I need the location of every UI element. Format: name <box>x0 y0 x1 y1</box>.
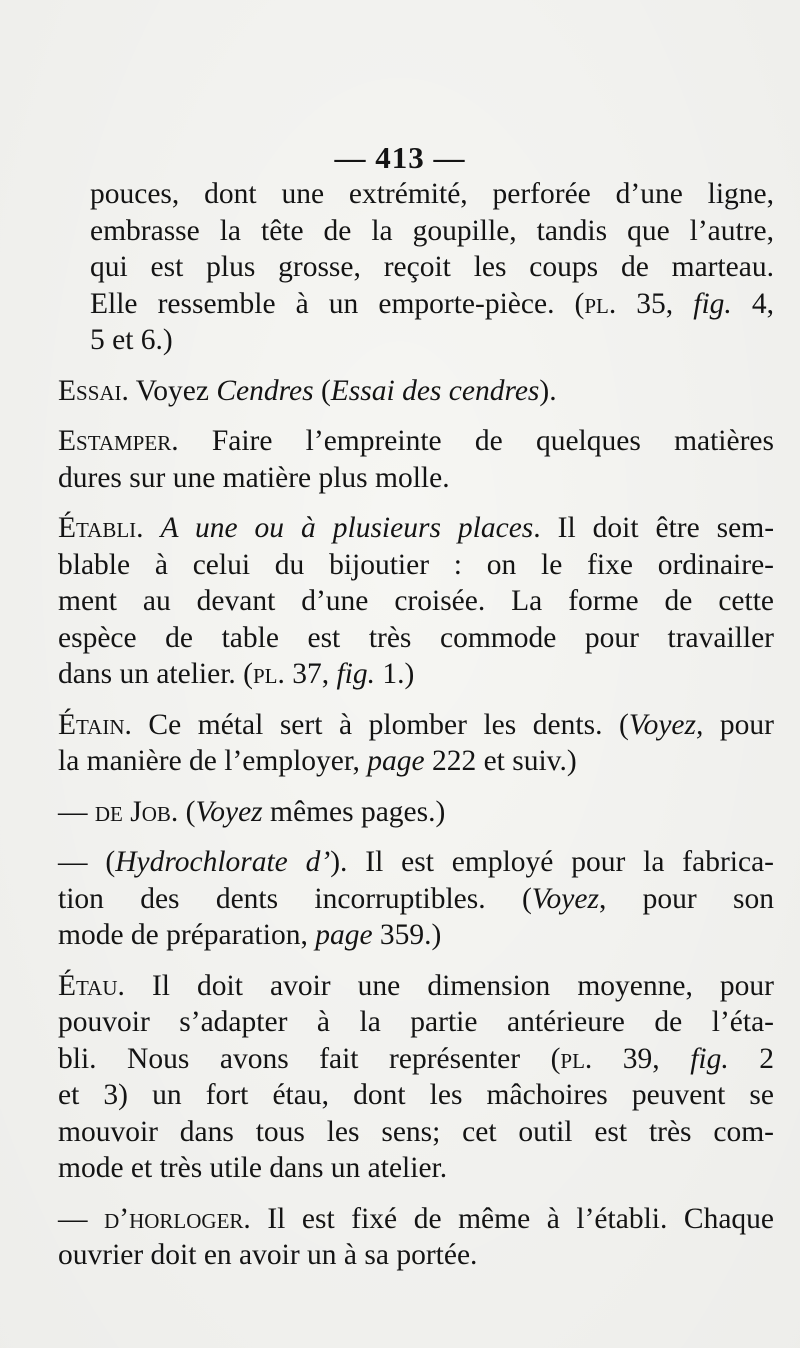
text-fragment: 359.) <box>372 919 442 951</box>
text-line <box>90 286 774 323</box>
text-line <box>58 881 774 918</box>
entry-etau-horloger <box>58 1201 774 1274</box>
headword: Étau. <box>58 969 125 1002</box>
italic-phrase: Hydrochlorate d’ <box>115 846 331 878</box>
figure-number: 2 <box>728 1042 775 1075</box>
text-fragment: bli. Nous avons fait représenter ( <box>58 1042 561 1075</box>
text-line: pouvoir s’adapter à la partie antérieure de l’éta- <box>58 1006 774 1038</box>
figure-number: 4, <box>731 287 774 320</box>
entry-etau <box>58 968 774 1187</box>
text-line <box>58 1201 775 1238</box>
figure-abbrev: fig. <box>690 1042 729 1075</box>
headword: de Job. <box>94 795 179 828</box>
text-fragment: 222 et suiv.) <box>424 745 577 777</box>
text-line <box>58 968 774 1005</box>
text-line: mouvoir dans tous les sens; cet outil est très com- <box>58 1115 774 1148</box>
page-number: — 413 — <box>334 140 466 175</box>
text-line <box>58 794 774 831</box>
text-fragment: dans un atelier. ( <box>58 658 253 690</box>
text-fragment: ( <box>178 795 196 828</box>
text-fragment: mêmes pages.) <box>262 795 446 828</box>
text-fragment: ( <box>313 374 331 407</box>
cross-reference: Voyez <box>531 882 599 915</box>
text-fragment: . Il doit être sem- <box>533 512 775 544</box>
italic-phrase: A une ou à plusieurs places <box>160 512 534 544</box>
page-body <box>58 176 774 1274</box>
text-line <box>58 423 774 460</box>
text-fragment: Faire l’empreinte de quelques matières <box>178 425 774 457</box>
plate-number: 37, <box>284 658 337 690</box>
text-line: blable à celui du bijoutier : on le fixe ordinaire- <box>58 548 774 581</box>
text-line: qui est plus grosse, reçoit les coups de marteau. <box>90 251 774 283</box>
entry-etabli <box>58 510 774 693</box>
text-fragment: Ce métal sert à plomber les dents. ( <box>131 708 629 741</box>
sub-entry-dash: — ( <box>58 846 116 878</box>
text-line <box>58 707 775 744</box>
text-fragment: mode de préparation, <box>58 919 316 951</box>
plate-abbrev: pl. <box>252 658 285 690</box>
text-line: 5 et 6.) <box>90 324 173 356</box>
headword: Étain. <box>58 708 132 741</box>
text-line: pouces, dont une extrémité, perforée d’une ligne, <box>90 178 774 210</box>
entry-continuation <box>58 176 774 359</box>
text-fragment: Il est fixé de même à l’établi. Chaque <box>250 1202 775 1235</box>
text-fragment: Voyez <box>128 374 217 407</box>
entry-essai <box>58 373 774 410</box>
text-line: dures sur une matière plus molle. <box>58 461 450 494</box>
plate-abbrev: pl. <box>584 287 617 320</box>
headword: d’horloger. <box>104 1202 251 1235</box>
entry-etain <box>58 707 774 780</box>
text-line: ouvrier doit en avoir un à sa portée. <box>58 1239 478 1271</box>
text-line: espèce de table est très commode pour travailler <box>58 621 774 654</box>
entry-etain-hydrochlorate <box>58 844 774 954</box>
text-line <box>58 743 774 780</box>
figure-number: 1.) <box>375 658 415 690</box>
text-fragment: ). Il est employé pour la fabrica- <box>330 846 774 878</box>
page-ref-label: page <box>367 745 425 777</box>
text-line <box>58 656 774 693</box>
text-fragment: pour <box>703 708 775 741</box>
headword: Essai. <box>58 374 129 407</box>
plate-number: 35, <box>616 287 694 320</box>
entry-estamper <box>58 423 774 496</box>
text-line: mode et très utile dans un atelier. <box>58 1152 448 1184</box>
text-line <box>58 844 774 881</box>
headword: Estamper. <box>58 425 179 457</box>
text-line <box>58 917 774 954</box>
text-fragment: tion des dents incorruptibles. ( <box>58 882 532 915</box>
text-line: ment au devant d’une croisée. La forme de cette <box>58 585 774 617</box>
text-line <box>58 373 774 410</box>
text-fragment: ). <box>539 374 557 407</box>
text-fragment: la manière de l’employer, <box>58 745 368 777</box>
text-line <box>58 1041 775 1078</box>
text-line <box>58 510 775 547</box>
headword: Établi. <box>58 512 144 544</box>
page-ref-label: page <box>315 919 373 951</box>
entry-etain-de-job <box>58 794 774 831</box>
sub-entry-dash: — <box>58 795 95 828</box>
plate-number: 39, <box>592 1042 691 1075</box>
text-line: et 3) un fort étau, dont les mâchoires peuvent se <box>58 1079 774 1111</box>
plate-abbrev: pl. <box>560 1042 593 1075</box>
text-line: embrasse la tête de la goupille, tandis que l’autre, <box>90 214 774 247</box>
cross-reference: Voyez, <box>628 708 704 741</box>
cross-reference: Essai des cendres <box>330 374 540 407</box>
text-fragment: , pour son <box>598 882 774 915</box>
text-fragment: Elle ressemble à un emporte-pièce. ( <box>90 287 585 320</box>
figure-abbrev: fig. <box>336 658 376 690</box>
figure-abbrev: fig. <box>693 287 732 320</box>
cross-reference: Cendres <box>216 374 314 407</box>
sub-entry-dash: — <box>58 1202 105 1235</box>
text-fragment: Il doit avoir une dimension moyenne, pour <box>124 969 774 1002</box>
cross-reference: Voyez <box>195 795 263 828</box>
